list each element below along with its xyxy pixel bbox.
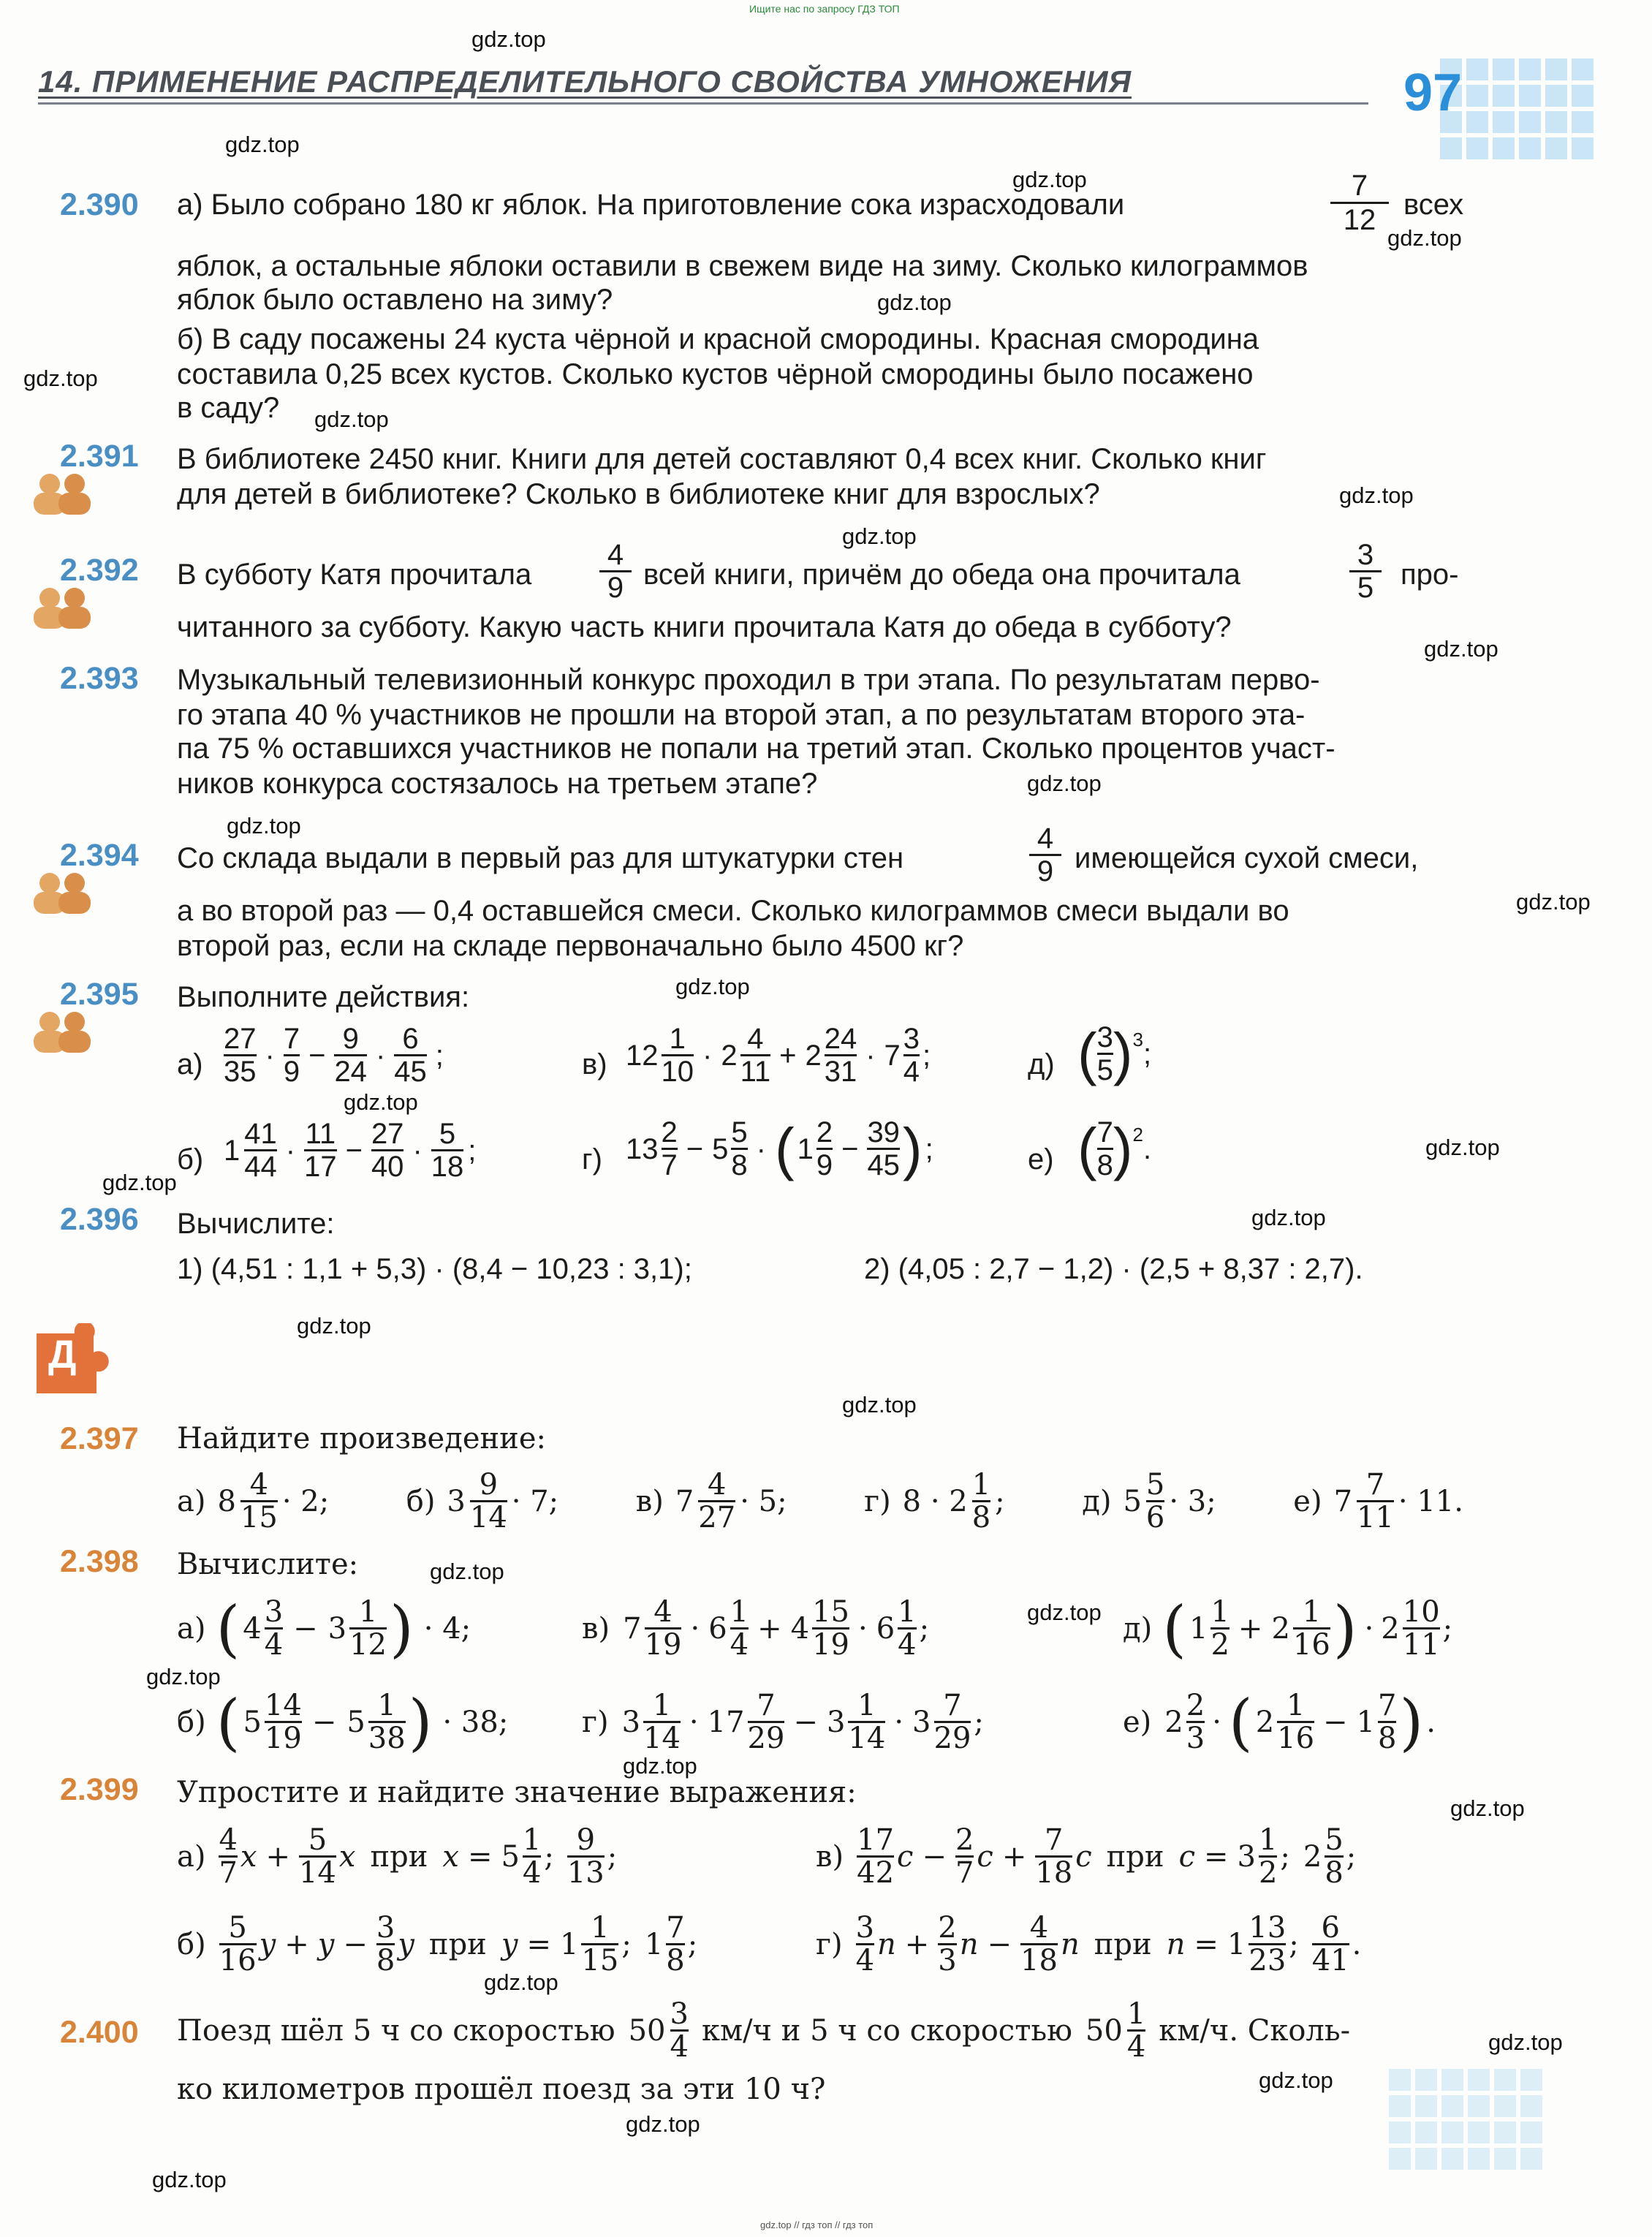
watermark: gdz.top [297, 1313, 371, 1339]
problem-text: а во второй раз — 0,4 оставшейся смеси. Сколько килограммов смеси выдали во [177, 895, 1289, 927]
problem-text: Музыкальный телевизионный конкурс проходил в три этапа. По результатам перво- [177, 664, 1320, 696]
pair-work-icon [29, 870, 95, 915]
watermark: gdz.top [675, 974, 750, 999]
problem-text: па 75 % оставшихся участников не попали на третий этап. Сколько процентов участ- [177, 733, 1335, 765]
header-rule [38, 102, 1368, 105]
watermark: gdz.top [842, 523, 917, 549]
item-label: г) [582, 1143, 602, 1176]
fraction: 3 5 [1349, 540, 1382, 603]
math-expression: 12 1 10 · 2 4 11 + 2 24 31 · 7 3 4 ; [626, 1023, 931, 1088]
problem-text: яблок было оставлено на зиму? [177, 284, 613, 316]
watermark: gdz.top [471, 26, 546, 52]
watermark: gdz.top [1425, 1135, 1500, 1160]
problem-number: 2.393 [60, 661, 139, 696]
problem-text: а) Было собрано 180 кг яблок. На приготовление сока израсходовали [177, 189, 1125, 221]
math-expression: 2) (4,05 : 2,7 − 1,2) · (2,5 + 8,37 : 2,7). [864, 1253, 1363, 1285]
corner-grid-top [1440, 58, 1594, 159]
math-expression: 13 2 7 − 5 5 8 · ( 1 2 9 − $\frac{39}{45}$ ) ; [626, 1116, 933, 1181]
item-label: б) [177, 1143, 204, 1176]
problem-text: составила 0,25 всех кустов. Сколько кустов чёрной смородины было посажено [177, 358, 1254, 390]
watermark: gdz.top [623, 1753, 697, 1779]
math-expression: е) 2 2 3 · ( 2 1 16 − 1 7 8 ) . [1123, 1686, 1436, 1758]
math-expression: г) 3 4 n + $\frac{2}{3}$ n − $\frac{4}{18}$ n при n = 1 13 23 ; 6 41 . [816, 1911, 1362, 1977]
problem-text: читанного за субботу. Какую часть книги прочитала Катя до обеда в субботу? [177, 611, 1232, 643]
problem-text: ко километров прошёл поезд за эти 10 ч? [177, 2073, 826, 2106]
math-expression: в) 7 4 19 · 6 1 4 + 4 15 19 · 6 1 4 ; [582, 1595, 930, 1662]
problem-text: яблок, а остальные яблоки оставили в свежем виде на зиму. Сколько килограммов [177, 250, 1308, 282]
problem-text: б) В саду посажены 24 куста чёрной и красной смородины. Красная смородина [177, 323, 1259, 355]
watermark: gdz.top [314, 406, 389, 432]
problem-text: В библиотеке 2450 книг. Книги для детей составляют 0,4 всех книг. Сколько книг [177, 443, 1267, 475]
math-expression: 1 41 44 · 11 17 − $\frac{27}{40}$ · 5 18 ; [224, 1118, 477, 1183]
problem-title: Упростите и найдите значение выражения: [177, 1776, 857, 1809]
fraction: 7 12 [1330, 170, 1389, 236]
problem-title: Выполните действия: [177, 981, 470, 1013]
item-label: в) [582, 1048, 607, 1080]
watermark: gdz.top [626, 2111, 700, 2137]
math-expression: г) 3 1 14 · 17 7 29 − 3 1 14 · 3 7 29 ; [582, 1689, 984, 1755]
problem-number: 2.400 [60, 2015, 139, 2050]
problem-text: в саду? [177, 392, 280, 424]
math-expression: д) ( 1 1 2 + 2 1 16 ) · 2 10 11 ; [1123, 1592, 1453, 1665]
watermark: gdz.top [225, 132, 300, 157]
problem-text: про- [1401, 559, 1459, 591]
watermark: gdz.top [1012, 167, 1087, 192]
fraction: 4 9 [599, 540, 632, 603]
bottom-note: gdz.top // гдз топ // гдз топ [760, 2219, 874, 2230]
additional-tasks-letter: Д [48, 1333, 77, 1377]
watermark: gdz.top [1450, 1795, 1525, 1821]
problem-number: 2.392 [60, 553, 139, 588]
watermark: gdz.top [1387, 225, 1462, 251]
watermark: gdz.top [23, 366, 98, 391]
watermark: gdz.top [1516, 889, 1591, 915]
problem-number: 2.396 [60, 1202, 139, 1237]
watermark: gdz.top [1027, 1600, 1102, 1625]
problem-number: 2.399 [60, 1772, 139, 1807]
math-expression: а) ( 4 3 4 − 3 1 12 ) · 4; [177, 1592, 471, 1665]
watermark: gdz.top [1027, 771, 1102, 796]
chapter-title: 14. ПРИМЕНЕНИЕ РАСПРЕДЕЛИТЕЛЬНОГО СВОЙСТВА УМНОЖЕНИЯ [38, 64, 1132, 99]
problem-number: 2.394 [60, 838, 139, 873]
watermark: gdz.top [146, 1664, 221, 1689]
math-expression: б) 5 16 y + y − $\frac{3}{8}$ y при y = 1 1 15 ; 1 7 8 ; [177, 1911, 698, 1977]
math-expression: в) 17 42 c − $\frac{2}{7}$ c + $\frac{7}{18}$ c при c = 3 1 2 ; 2 5 8 ; [816, 1823, 1357, 1890]
problem-text: для детей в библиотеке? Сколько в библиотеке книг для взрослых? [177, 478, 1100, 510]
math-expression: б) ( 5 14 19 − 5 1 38 ) · 38; [177, 1686, 509, 1758]
problem-number: 2.391 [60, 439, 139, 474]
watermark: gdz.top [1339, 482, 1414, 508]
watermark: gdz.top [1259, 2067, 1333, 2093]
problem-text: Со склада выдали в первый раз для штукатурки стен [177, 842, 904, 874]
problem-title: Найдите произведение: [177, 1422, 546, 1456]
problem-number: 2.395 [60, 977, 139, 1012]
item-label: е) [1028, 1143, 1054, 1176]
watermark: gdz.top [152, 2167, 227, 2192]
top-note: Ищите нас по запросу ГДЗ ТОП [749, 3, 900, 15]
watermark: gdz.top [842, 1392, 917, 1417]
pair-work-icon [29, 585, 95, 630]
watermark: gdz.top [227, 813, 301, 839]
problem-title: Вычислите: [177, 1548, 359, 1581]
problem-text: второй раз, если на складе первоначально было 4500 кг? [177, 930, 964, 962]
items-row: а) 8 4 15 · 2; б) 3 9 14 · 7; в) 7 4 27 · 5; г) 8 · 2 1 8 ; д) 5 5 6 · 3; е) 7 7 11 · 11. [177, 1468, 1463, 1534]
watermark: gdz.top [877, 289, 952, 315]
problem-title: Вычислите: [177, 1208, 335, 1240]
math-expression: ( 3 5 ) 3 ; [1077, 1021, 1152, 1086]
problem-text: всех [1403, 189, 1464, 221]
fraction: 4 9 [1029, 823, 1061, 887]
problem-number: 2.398 [60, 1544, 139, 1579]
problem-number: 2.390 [60, 187, 139, 222]
problem-text: ников конкурса состязалось на третьем этапе? [177, 768, 818, 800]
problem-text: В субботу Катя прочитала [177, 559, 532, 591]
problem-text: всей книги, причём до обеда она прочитала [643, 559, 1240, 591]
page-number: 97 [1403, 64, 1463, 122]
problem-number: 2.397 [60, 1421, 139, 1456]
math-expression: ( 7 8 ) 2 . [1077, 1116, 1152, 1181]
watermark: gdz.top [484, 1969, 558, 1995]
item-label: д) [1028, 1048, 1055, 1080]
problem-text: имеющейся сухой смеси, [1075, 842, 1419, 874]
pair-work-icon [29, 471, 95, 516]
math-expression: а) 4 7 x + $\frac{5}{14}$ x при x = 5 1 4 ; 9 13 ; [177, 1823, 618, 1890]
pair-work-icon [29, 1009, 95, 1054]
problem-text: го этапа 40 % участников не прошли на второй этап, а по результатам второго эта- [177, 699, 1306, 731]
math-expression: 27 35 · 7 9 − $\frac{9}{24}$ · 6 45 ; [224, 1023, 444, 1088]
watermark: gdz.top [102, 1170, 177, 1195]
watermark: gdz.top [1488, 2029, 1563, 2055]
watermark: gdz.top [1424, 636, 1498, 662]
watermark: gdz.top [1251, 1205, 1326, 1230]
item-label: а) [177, 1048, 203, 1080]
watermark: gdz.top [344, 1089, 418, 1115]
corner-grid-bottom [1389, 2069, 1542, 2170]
watermark: gdz.top [430, 1559, 504, 1584]
math-expression: 1) (4,51 : 1,1 + 5,3) · (8,4 − 10,23 : 3,1); [177, 1253, 692, 1285]
problem-text: Поезд шёл 5 ч со скоростью 50 3 4 км/ч и 5 ч со скоростью 50 1 4 км/ч. Сколь- [177, 1997, 1351, 2064]
